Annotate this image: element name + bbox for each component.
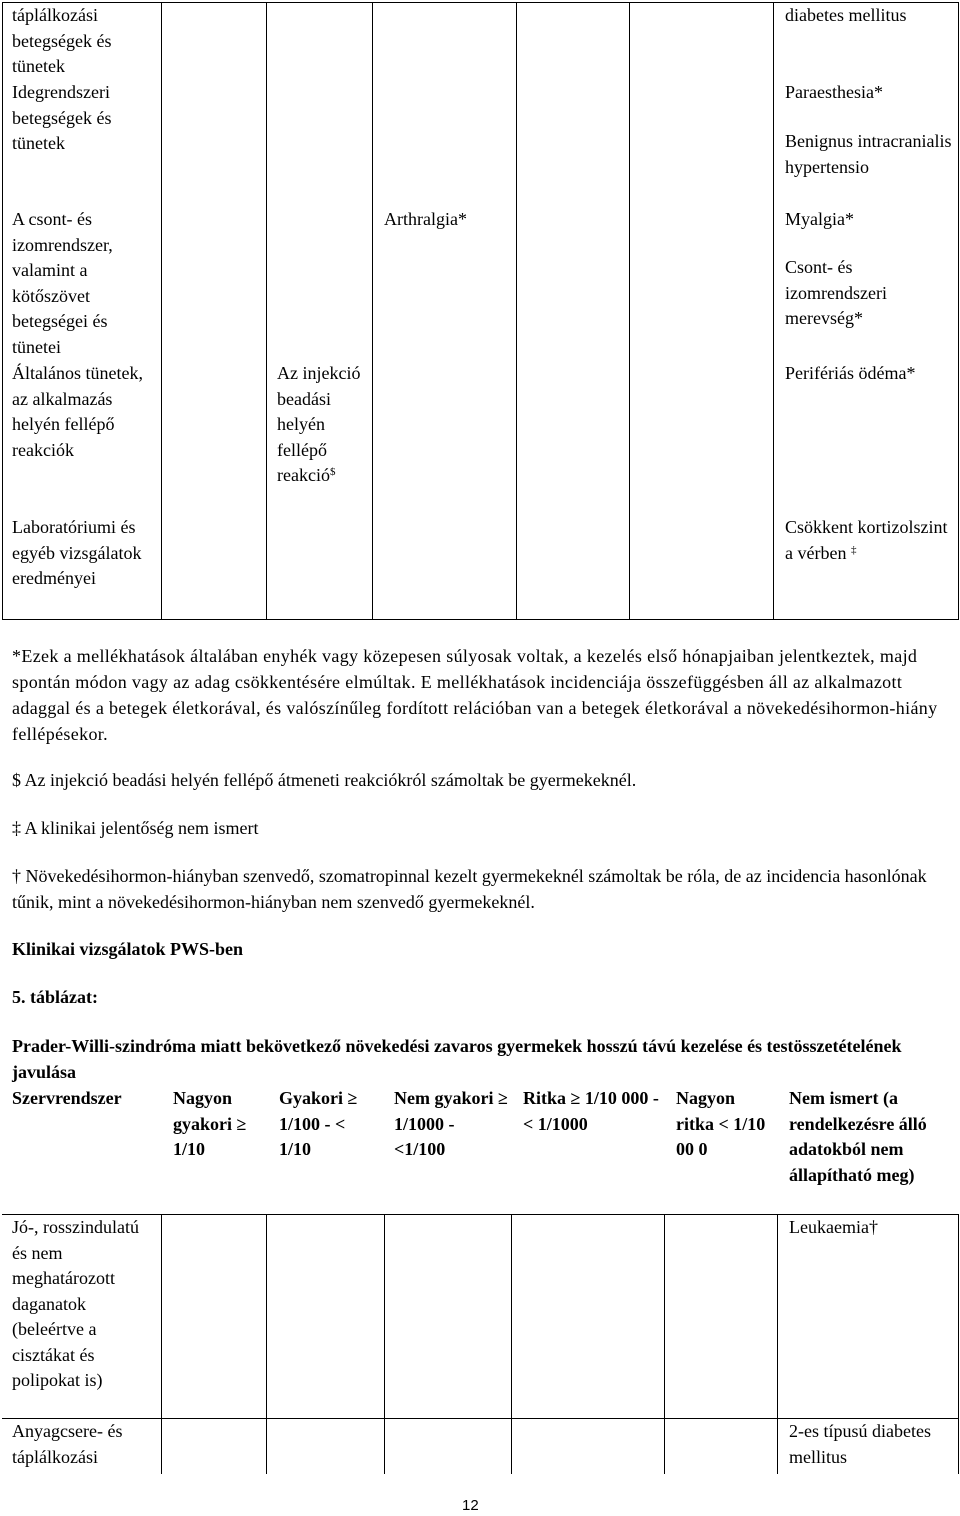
cortisol-cell [785,515,957,566]
leukaemia-cell: Leukaemia† [789,1217,878,1237]
table1-col-divider-4 [516,2,517,620]
organ-cell-musculoskeletal: A csont- és izomrendszer, valamint a kötőszövet betegségei és tünetei [12,209,113,357]
table-title: Prader-Willi-szindróma miatt bekövetkező növekedési zavaros gyermekek hosszú távú kezelése és testösszetételének javulása [12,1036,902,1082]
double-dagger-mark: ‡ [850,543,857,556]
table1-col-divider-5 [629,2,630,620]
table1-col-divider-1 [161,2,162,620]
footnote-double-dagger: ‡ A klinikai jelentőség nem ismert [12,818,259,838]
oedema-cell: Perifériás ödéma* [785,363,916,383]
table2-col-divider-6 [777,1214,778,1474]
header-organ-system: Szervrendszer [12,1088,122,1108]
table1-right-border [958,2,959,620]
arthralgia-cell: Arthralgia* [384,209,467,229]
table2-col-divider-1 [161,1214,162,1474]
dollar-mark: $ [329,466,336,478]
section-heading: Klinikai vizsgálatok PWS-ben [12,939,244,959]
footnote-dagger: † Növekedésihormon-hiányban szenvedő, szomatropinnal kezelt gyermekeknél számoltak be róla, de az incidencia hasonlónak tűnik, mint a növekedésihormon-hiányban nem szenvedő gyermekeknél. [12,866,927,912]
cortisol-text: Csökkent kortizolszint a vérben [785,517,948,563]
page-number: 12 [462,1497,479,1514]
injection-site-reaction-text: Az injekció beadási helyén fellépő reakció [277,363,361,485]
myalgia-cell: Myalgia* [785,209,854,229]
header-very-rare: Nagyon ritka < 1/10 00 0 [676,1088,766,1159]
table2-right-border [958,1214,959,1474]
table2-col-divider-5 [664,1214,665,1474]
table1-col-divider-2 [266,2,267,620]
header-unknown: Nem ismert (a rendelkezésre álló adatokból nem állapítható meg) [789,1088,927,1185]
organ-cell-nervous: Idegrendszeri betegségek és tünetek [12,82,112,153]
organ-cell-investigations: Laboratóriumi és egyéb vizsgálatok eredményei [12,517,142,588]
header-uncommon: Nem gyakori ≥ 1/1000 - <1/100 [394,1088,508,1159]
intracranial-hypertension-cell: Benignus intracranialis hypertensio [785,131,952,177]
table1-col-divider-3 [372,2,373,620]
header-common: Gyakori ≥ 1/100 - < 1/10 [279,1088,358,1159]
header-very-common: Nagyon gyakori ≥ 1/10 [173,1088,247,1159]
injection-site-reaction-cell [277,361,365,489]
footnote-asterisk: *Ezek a mellékhatások általában enyhék vagy közepesen súlyosak voltak, a kezelés első hónapjaiban jelentkeztek, majd spontán módon vagy az adag csökkentésére elmúltak. E mellékhatások incidenciája összefüggésben áll az alkalmazott adaggal és a betegek életkorával, és valószínűleg fordított relációban van a betegek életkorával a növekedésihormon-hiány fellépésekor. [12,646,938,744]
table2-col-divider-2 [266,1214,267,1474]
paraesthesia-cell: Paraesthesia* [785,82,883,102]
table1-col-divider-6 [773,2,774,620]
organ-cell-general: Általános tünetek, az alkalmazás helyén fellépő reakciók [12,363,143,460]
table-label: 5. táblázat: [12,987,98,1007]
table1-left-border [2,2,3,620]
stiffness-cell: Csont- és izomrendszeri merevség* [785,257,887,328]
header-rare: Ritka ≥ 1/10 000 - < 1/1000 [523,1088,659,1134]
diabetes-cell: diabetes mellitus [785,5,907,25]
table1-bottom-border [2,619,958,620]
organ-cell-neoplasms: Jó-, rosszindulatú és nem meghatározott daganatok (beleértve a cisztákat és polipokat is) [12,1217,139,1390]
footnote-dollar: $ Az injekció beadási helyén fellépő átmeneti reakciókról számoltak be gyermekeknél. [12,770,637,790]
organ-cell-metabolism-2: Anyagcsere- és táplálkozási [12,1421,123,1467]
organ-cell-metabolism: táplálkozási betegségek és tünetek [12,5,112,76]
type2-diabetes-cell: 2-es típusú diabetes mellitus [789,1421,931,1467]
table2-col-divider-3 [384,1214,385,1474]
table2-col-divider-4 [511,1214,512,1474]
